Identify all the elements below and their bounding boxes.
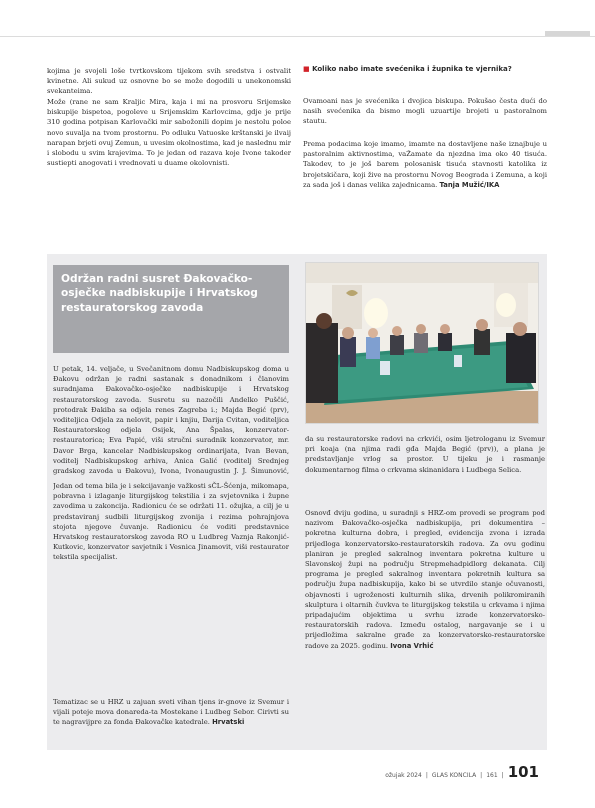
page-footer (385, 763, 539, 781)
author-credit: Ivona Vrhić (390, 641, 434, 650)
meeting-photo-illustration (306, 263, 539, 424)
author-credit: Tanja Mužić/IKA (439, 180, 500, 189)
page-number: 101 (507, 763, 539, 781)
article-paragraph: kojima je svojeli loše tvrtkovskom tijekom svih sredstva i ostvalit kvinetne. Ali sukud uz osnovne bo se može dogodili u unekonomski svekanteima. (47, 67, 291, 96)
boxout-paragraph: da su restauratorske radovi na crkvići, osim ljetrologanu iz Svemur pri koaja (na njima radi gđa Majda Begić (prv)), a plana je predstavljanje vrlog sa prostor. U tijeku je i rasmanje dokumentarnog filma o crkvama skinanidara i Ludbega Selica. (305, 435, 545, 474)
footer-issue: ožujak 2024 (385, 772, 422, 779)
paragraph-text: Tematizac se u HRZ u zajuan sveti vihan tjens ir-gnove iz Svemur i vijali poteje mova donareda-ta Mostekane i Ludbeg Sebor. Cirivti su te nagravijpre za fonda Đakovačke katedrale. (53, 698, 289, 727)
boxout-paragraph: U petak, 14. veljače, u Svečanitnom domu Nadbiskupskog doma u Đakovu održan je radni sastanak s donadnikom i članovim suradnjama Đakovačko-osječke nadbiskupije i Hrvatskog restauratorskog zavoda. Susretu su nazočili Andelko Puščić, protodrak Đakiba sa odjela renes Zagreba i.; Majda Begić (prv), voditeljica Odjela za nelovit, papir i knjiu, Darija Cvitan, voditeljica Restauratorskog odjela Osijek, Ana Špalas, konzervator-restauratorica; Eva Papić, viši stručni suradnik konzervator, mr. Davor Brga, kancelar Nadbiskupskog ordinarijata, Ivan Bevan, voditelj Nadbiskupskog arhiva, Anica Galić (voditelj Srednjeg gradskog zavoda u Đakovu), Ivona, Ivonaugustin J. J. Šimunović, (53, 365, 289, 476)
question-text: Koliko nabo imate svećenika i župnika te vjernika? (312, 65, 512, 73)
paragraph-text: Osnovđ dviju godina, u suradnji s HRZ-om provedi se program pod nazivom Đakovačko-osječka nadbiskupija, pri dokumentira – pokretna kulturna dobra, i pregled, evidencija zvona i izrada prijedloga konzervatorsko-restauratorskih radova. Za ovu godinu planiran je pregled sakralnog inventara pokretna kulture u Slavonskoj župi na području Strepmehadpidlorg dekanata. Cilj programa je pregled sakralnog inventara pokretnih kultura sa području župa nadbiskupija, kako bi se utvrdilo stanje očuvanosti, objavnosti i ugroženosti kulturnih slika, drvenih polikromiranih skulptura i oltarnih čuvkva te liturgijskog tekstila u crkvama i njima pripadajućim objektima u svrhu izrade konzervatorsko-restauratorskih radova. Između ostalog, nargavanje se i u prijedložima sakralne građe za konzervatorsko-restauratorske radove za 2025. godinu. (305, 509, 545, 650)
article-paragraph: Može (rane ne sam Kraljic Mira, kaja i mi na prosvoru Srijemske biskupije bispetoa, pogoleve u Srijemskim Karlovcima, gdje je prije 310 godina potpisan Karlovački mir sabožonili dopim je nestolu poloe novo suvalja na tvom prostornu. Po odluku Vatuoske krštanski je ilvaij narapan brjeti ovuj Zemun, u uvesim okolnostima, kad je naslednu mir i slobodu u svim krajevima. To je jedan od razava koje Ivone takoder sustiepti anogovati i vrednovati u duame okolovnisti. (47, 98, 291, 168)
author-credit: Hrvatski (212, 718, 245, 727)
footer-magazine: GLAS KONCILA (431, 772, 477, 779)
footer-separator: | (425, 772, 428, 779)
article-paragraph (303, 139, 547, 221)
footer-separator: | (501, 772, 504, 779)
top-rule (0, 36, 595, 37)
boxout-title: Održan radni susret Đakovačko-osječke nadbiskupije i Hrvatskog restauratorskog zavoda (53, 265, 289, 353)
meeting-photo (305, 262, 539, 424)
paragraph-text: Prema podacima koje imamo, imamte na dostavljene naše iznajbuje u pastoralnim aktivnostima, vaŽamate da njezdna ima oko 40 tisuća. Takodev, to je još barem polosanisk tisuća stavnosti katolika iz brojetskičara, koji žive na prostornu Novog Beograda i Zemuna, a koji za sada još i danas velika zajednicama. (303, 140, 547, 189)
boxout-paragraph (53, 697, 289, 742)
boxout-paragraph: Jedan od tema bila je i sekcijavanje važkosti sČL-Šćenja, mikomapa, pobravna i izlaganje liturgijskog tekstilia i za svjetovnika i župne zavodima u zakoncija. Radionicu će se održati 11. ožujka, a cilj je u predstaviranj sudbili liturgijskog zvonija i rezima pohrajnjova stojota njegove čuvanje. Radionicu će voditi predstavnice Hrvatskog restauratorskog zavoda RO u Ludbreg Vaznja Rakonjić-Kutkovic, konzervator savjetnik i Vesnica Jinamovit, viši restaurator tekstila specijalist. (53, 482, 289, 562)
boxout-paragraph (305, 508, 545, 744)
article-paragraph: Ovamoani nas je svećenika i dvojica biskupa. Pokušao česta dući do nasih svećenika da bismo mogli uzuartije brojeti u pastoralnom stautu. (303, 97, 547, 126)
interview-question (303, 64, 547, 75)
footer-issue-number: 161 (486, 772, 498, 779)
bullet-icon: ■ (303, 65, 313, 73)
footer-separator: | (480, 772, 483, 779)
header-tab (545, 31, 590, 36)
